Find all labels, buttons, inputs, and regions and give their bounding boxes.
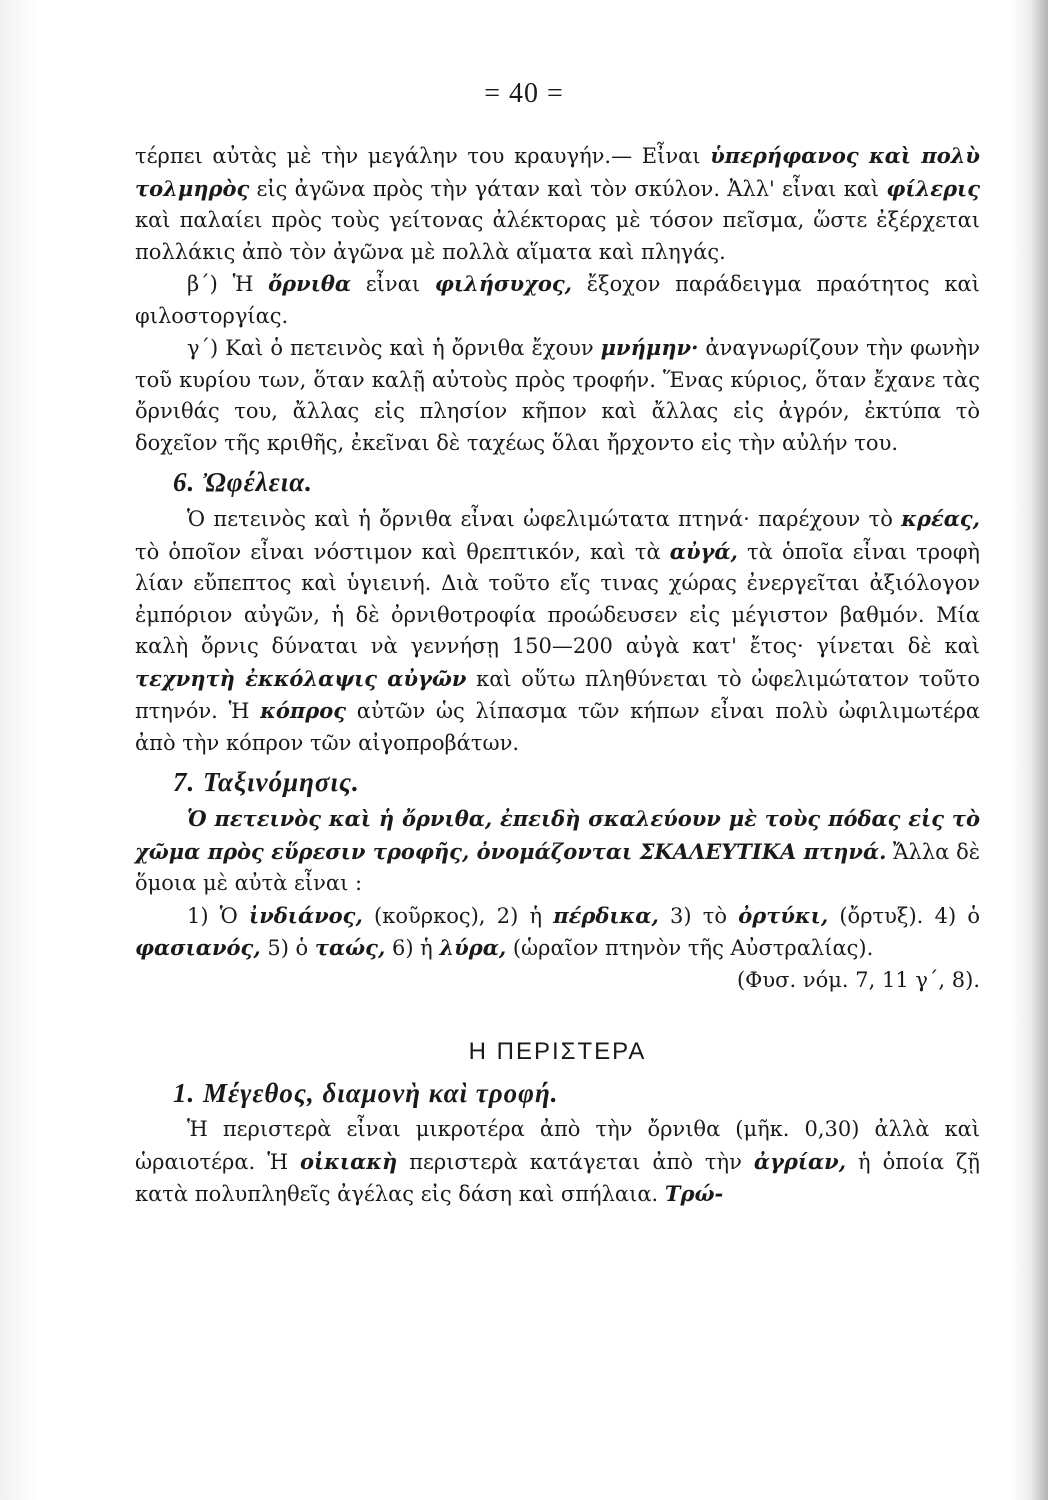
emphasis-text: αὐγά, [669,538,738,564]
law-reference: (Φυσ. νόμ. 7, 11 γ΄, 8). [736,967,980,992]
page-body [135,140,980,1211]
section-heading-size: 1. Μέγεθος, διαμονὴ καὶ τροφή. [173,1078,559,1108]
emphasis-text: πέρδικα, [553,902,659,928]
emphasis-text: φιλήσυχος, [434,271,572,296]
text-run: τὸ ὁποῖον εἶναι νόστιμον καὶ θρεπτικόν, καὶ τὰ [135,539,670,564]
paragraph-benefits [135,503,980,759]
text-run: εἶναι [351,272,435,296]
text-run: γ΄) Καὶ ὁ πετεινὸς καὶ ἡ ὄρνιθα ἔχουν [187,336,601,360]
chapter-title: Η ΠΕΡΙΣΤΕΡΑ [468,1038,647,1065]
text-run: (ὄρτυξ). 4) ὁ [828,903,980,928]
paragraph-hen-temperament [135,268,980,332]
page-edge-shadow [1030,0,1048,1500]
text-run: καὶ παλαίει πρὸς τοὺς γείτονας ἀλέκτορας μὲ τόσον πεῖσμα, ὥστε ἐξέρχεται πολλάκις ἀπὸ τὸν ἀγῶνα μὲ πολλὰ αἵματα καὶ πληγάς. [135,208,980,264]
paragraph-species-list [135,900,980,965]
paragraph-classification [135,803,980,900]
text-run: τὰ ὁποῖα εἶναι τροφὴ λίαν εὔπεπτος καὶ ὑγιεινή. Διὰ τοῦτο εἴς τινας χώρας ἐνεργεῖται ἀξιόλογον ἐμπόριον αὐγῶν, ἡ δὲ ὀρνιθοτροφία προώδευσεν εἰς μέγιστον βαθμόν. Μία καλὴ ὄρνις δύναται νὰ γεννήσῃ 150—200 αὐγὰ κατ' ἔτος· γίνεται δὲ καὶ [135,539,980,658]
section-heading-classification: 7. Ταξινόμησις. [173,767,360,797]
text-run: (κοῦρκος), 2) ἡ [362,903,554,928]
text-run: 6) ἡ [385,936,440,960]
emphasis-text: κόπρος [260,698,347,723]
page-number: = 40 = [484,78,564,109]
text-run: 1) Ὁ [187,903,250,928]
emphasis-text: Ὁ πετεινὸς καὶ ἡ ὄρνιθα, ἐπειδὴ σκαλεύουν μὲ τοὺς πόδας εἰς τὸ χῶμα πρὸς εὕρεσιν τροφῆς, ὀνομάζονται ΣΚΑΛΕΥΤΙΚΑ πτηνά. [135,806,980,864]
emphasis-text: ὑπερήφανος καὶ πολὺ τολμηρὸς [135,143,980,201]
section-heading-benefit: 6. Ὠφέλεια. [173,467,313,497]
emphasis-text: ταώς, [314,935,386,960]
paragraph-pigeon [135,1114,980,1211]
text-run: τέρπει αὐτὰς μὲ τὴν μεγάλην του κραυγήν.— Εἶναι [135,144,711,168]
text-run: Ὁ πετεινὸς καὶ ἡ ὄρνιθα εἶναι ὠφελιμώτατα πτηνά· παρέχουν τὸ [187,507,902,531]
text-run: ἔξοχον παράδειγμα πραότητος καὶ φιλοστοργίας. [135,272,980,328]
emphasis-text: φασιανός, [135,935,261,960]
text-run: αὐτῶν ὡς λίπασμα τῶν κήπων εἶναι πολὺ ὠφιλιμωτέρα ἀπὸ τὴν κόπρον τῶν αἰγοπροβάτων. [135,699,980,755]
emphasis-text: οἰκιακὴ [300,1148,398,1174]
text-run: καὶ οὕτω πληθύνεται τὸ ὠφελιμώτατον τοῦτο πτηνόν. Ἡ [135,666,980,723]
text-run: β΄) Ἡ [187,272,269,296]
emphasis-text: λύρα, [439,935,507,960]
paragraph-rooster-pride [135,140,980,268]
emphasis-text: τεχνητὴ ἐκκόλαψις αὐγῶν [135,665,467,691]
emphasis-text: φίλερις [886,175,980,201]
text-run: εἰς ἀγῶνα πρὸς τὴν γάταν καὶ τὸν σκύλον. Ἀλλ' εἶναι καὶ [249,176,887,201]
text-run: 5) ὁ [260,936,315,960]
text-run: περιστερὰ κατάγεται ἀπὸ τὴν [397,1149,754,1174]
emphasis-text: Τρώ- [664,1181,724,1206]
text-run: ἡ ὁποία ζῇ κατὰ πολυπληθεῖς ἀγέλας εἰς δάση καὶ σπήλαια. [135,1149,981,1206]
emphasis-text: ἀγρίαν, [753,1148,847,1174]
paragraph-memory [135,332,980,459]
text-run: (ὡραῖον πτηνὸν τῆς Αὐστραλίας). [506,936,874,960]
emphasis-text: ὀρτύκι, [738,902,829,928]
text-run: ἀναγνωρίζουν τὴν φωνὴν τοῦ κυρίου των, ὅταν καλῇ αὐτοὺς πρὸς τροφήν. Ἕνας κύριος, ὅταν ἔχανε τὰς ὄρνιθάς του, ἄλλας εἰς πλησίον κῆπον καὶ ἄλλας εἰς ἀγρόν, ἐκτύπα τὸ δοχεῖον τῆς κριθῆς, ἐκεῖναι δὲ ταχέως ὅλαι ἤρχοντο εἰς τὴν αὐλήν του. [135,336,980,455]
emphasis-text: μνήμην· [600,335,699,360]
emphasis-text: κρέας, [901,506,980,531]
text-run: 3) τὸ [658,903,739,928]
text-run: Ἄλλα δὲ ὅμοια μὲ αὐτὰ εἶναι : [135,839,980,895]
text-run: Ἡ περιστερὰ εἶναι μικροτέρα ἀπὸ τὴν ὄρνιθα (μῆκ. 0,30) ἀλλὰ καὶ ὡραιοτέρα. Ἡ [135,1117,980,1174]
emphasis-text: ὄρνιθα [268,271,352,296]
emphasis-text: ἰνδιάνος, [249,902,363,928]
